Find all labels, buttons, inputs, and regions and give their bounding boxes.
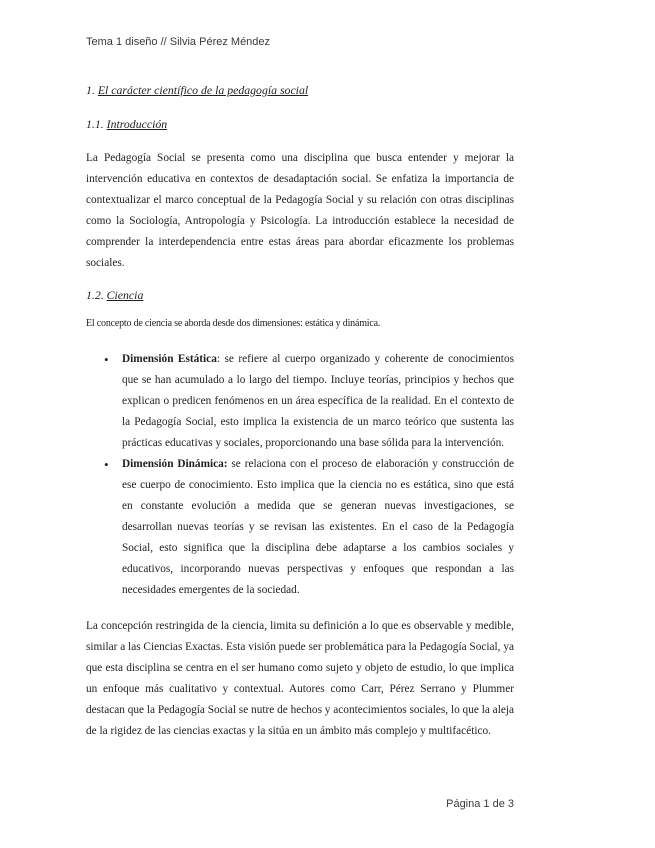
closing-paragraph: La concepción restringida de la ciencia, limita su definición a lo que es observable y medible, similar a las Ciencias Exactas. Esta visión puede ser problemática para la Pedagogía Social, ya que esta disciplina se centra en el ser humano como sujeto y objeto de estudio, lo que implica un enfoque más cualitativo y contextual. Autores como Carr, Pérez Serrano y Plummer destacan que la Pedagogía Social se nutre de hechos y acontecimientos sociales, lo que la aleja de la rigidez de las ciencias exactas y la sitúa en un ámbito más complejo y multifacético. [86, 620, 514, 737]
list-item-term: Dimensión Dinámica: [122, 458, 228, 470]
section-number: 1. [86, 83, 95, 97]
document-body [86, 82, 514, 742]
list-item-text: : se refiere al cuerpo organizado y coherente de conocimientos que se han acumulado a lo largo del tiempo. Incluye teorías, principios y hechos que explican o predicen fenómenos en un área específica de la realidad. En el contexto de la Pedagogía Social, esto implica la existencia de un marco teórico que sustenta las prácticas educativas y sociales, proporcionando una base sólida para la intervención. [122, 353, 514, 449]
section-title: El carácter científico de la pedagogía social [97, 83, 309, 97]
section-title: Ciencia [106, 288, 144, 302]
intro-paragraph: La Pedagogía Social se presenta como una disciplina que busca entender y mejorar la intervención educativa en contextos de desadaptación social. Se enfatiza la importancia de contextualizar el marco conceptual de la Pedagogía Social y su relación con otras disciplinas como la Sociología, Antropología y Psicología. La introducción establece la necesidad de comprender la interdependencia entre estas áreas para abordar eficazmente los problemas sociales. [86, 152, 514, 269]
section-title: Introducción [106, 117, 168, 131]
section-number: 1.2. [86, 288, 104, 302]
section-1-1-heading [86, 116, 514, 132]
list-item [122, 454, 514, 601]
section-1-heading [86, 82, 514, 98]
section-number: 1.1. [86, 117, 104, 131]
list-item-text: se relaciona con el proceso de elaboración y construcción de ese cuerpo de conocimiento. Esto implica que la ciencia no es estática, sino que está en constante evolución a medida que se generan nuevas investigaciones, se desarrollan nuevas teorías y se revisan las existentes. En el caso de la Pedagogía Social, esto significa que la disciplina debe adaptarse a los cambios sociales y educativos, incorporando nuevas perspectivas y enfoques que respondan a las necesidades emergentes de la sociedad. [122, 458, 514, 596]
list-item-term: Dimensión Estática [122, 353, 217, 365]
section-1-2-heading [86, 287, 514, 303]
page-header: Tema 1 diseño // Silvia Pérez Méndez [86, 36, 271, 48]
list-item [122, 349, 514, 454]
page-number: Página 1 de 3 [446, 798, 514, 810]
dimension-list [86, 349, 514, 601]
ciencia-intro-paragraph: El concepto de ciencia se aborda desde dos dimensiones: estática y dinámica. [86, 318, 381, 329]
